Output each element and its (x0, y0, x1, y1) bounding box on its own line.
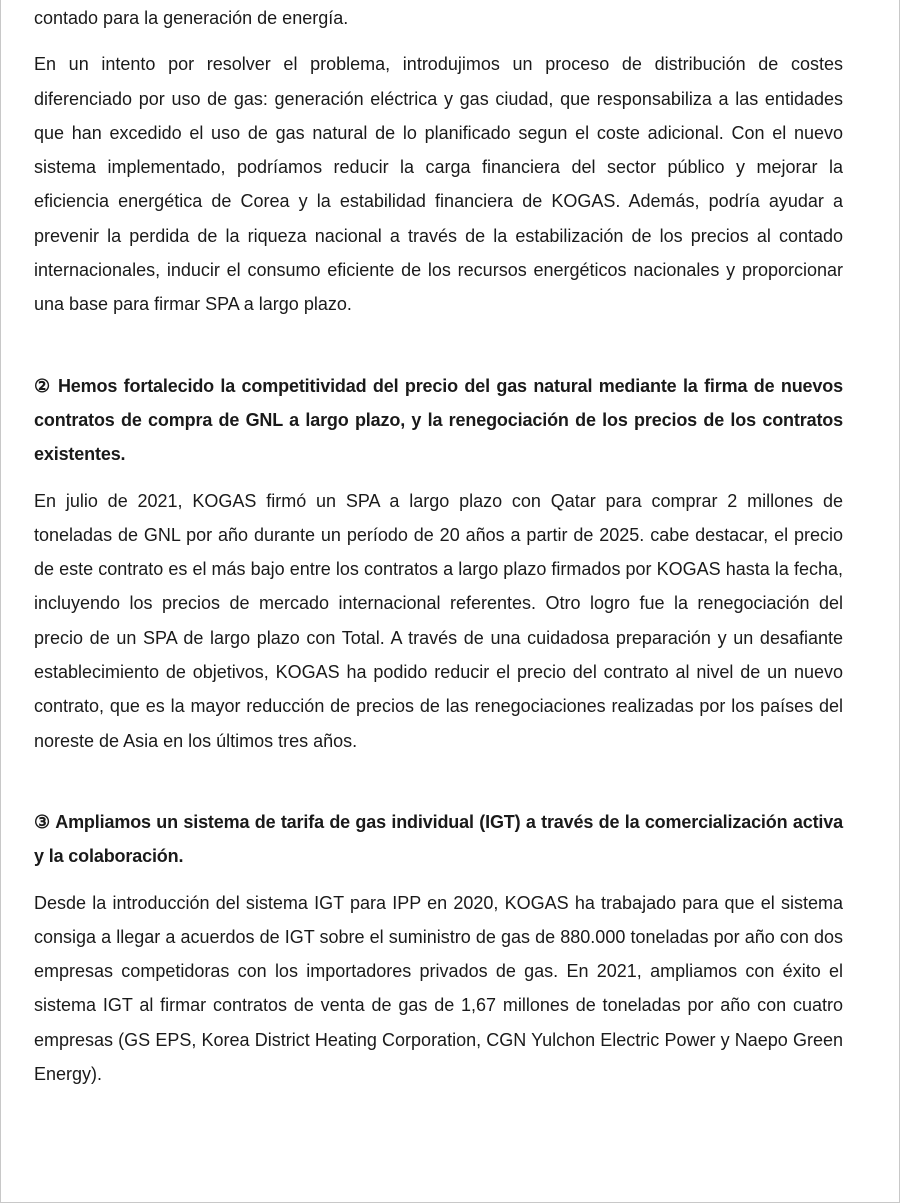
section-3-heading: ③ Ampliamos un sistema de tarifa de gas individual (IGT) a través de la comercialización activa y la colaboración. (34, 811, 843, 867)
intro-paragraph: En un intento por resolver el problema, introdujimos un proceso de distribución de costes diferenciado por uso de gas: generación eléctrica y gas ciudad, que responsabiliza a las entidades que han excedido el uso de gas natural de lo planificado segun el coste adicional. Con el nuevo sistema implementado, podríamos reducir la carga financiera del sector público y mejorar la eficiencia energética de Corea y la estabilidad financiera de KOGAS. Además, podría ayudar a prevenir la perdida de la riqueza nacional a través de la estabilización de los precios al contado internacionales, inducir el consumo eficiente de los recursos energéticos nacionales y proporcionar una base para firmar SPA a largo plazo. (34, 54, 843, 315)
section-2-body: En julio de 2021, KOGAS firmó un SPA a largo plazo con Qatar para comprar 2 millones de toneladas de GNL por año durante un período de 20 años a partir de 2025. cabe destacar, el precio de este contrato es el más bajo entre los contratos a largo plazo firmados por KOGAS hasta la fecha, incluyendo los precios de mercado internacional referentes. Otro logro fue la renegociación del precio de un SPA de largo plazo con Total. A través de una cuidadosa preparación y un desafiante establecimiento de objetivos, KOGAS ha podido reducir el precio del contrato al nivel de un nuevo contrato, que es la mayor reducción de precios de las renegociaciones realizadas por los países del noreste de Asia en los últimos tres años. (34, 490, 843, 751)
intro-fragment: contado para la generación de energía. (34, 8, 349, 28)
document-page (34, 0, 843, 1091)
section-2-heading: ② Hemos fortalecido la competitividad del precio del gas natural mediante la firma de nuevos contratos de compra de GNL a largo plazo, y la renegociación de los precios de los contratos existentes. (34, 375, 843, 465)
section-3-body: Desde la introducción del sistema IGT para IPP en 2020, KOGAS ha trabajado para que el sistema consiga a llegar a acuerdos de IGT sobre el suministro de gas de 880.000 toneladas por año con dos empresas competidoras con los importadores privados de gas. En 2021, ampliamos con éxito el sistema IGT al firmar contratos de venta de gas de 1,67 millones de toneladas por año con cuatro empresas (GS EPS, Korea District Heating Corporation, CGN Yulchon Electric Power y Naepo Green Energy). (34, 892, 843, 1085)
